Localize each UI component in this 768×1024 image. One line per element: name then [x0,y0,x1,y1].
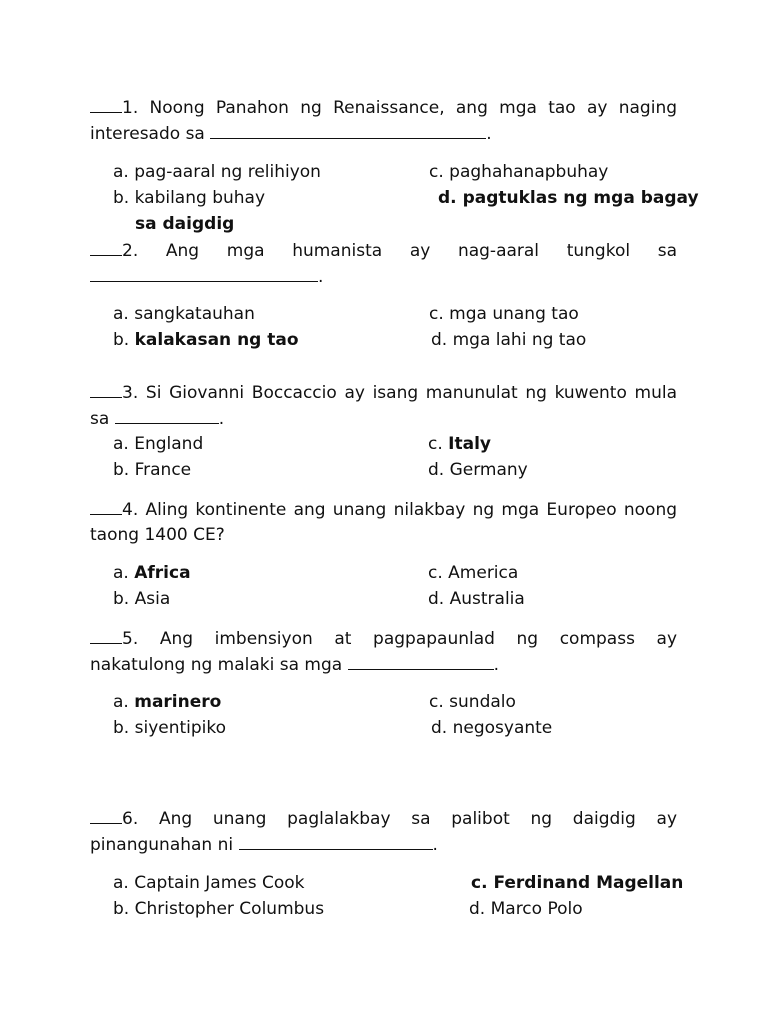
choice-letter: d. [428,589,445,609]
question-number: 5. [122,629,139,649]
choice-a [113,689,221,715]
choice-text: Christopher Columbus [134,899,325,919]
choice-letter: a. [113,692,129,712]
choice-text: mga unang tao [449,304,579,324]
question-number: 1. [122,98,139,118]
fill-blank [348,651,494,670]
choice-letter: c. [428,434,443,454]
choice-a [113,301,255,327]
choice-letter: c. [429,162,444,182]
choice-text: paghahanapbuhay [449,162,609,182]
choice-a [113,431,203,457]
question-text: Si Giovanni Boccaccio ay isang manunulat ng kuwento mula [145,383,678,403]
choice-letter: a. [113,162,129,182]
question-5-line-1 [90,625,677,652]
choice-c-correct [471,870,683,896]
choice-d [469,896,583,922]
question-1-line-1 [90,94,677,121]
choice-c [429,689,516,715]
question-1-line-2 [90,120,677,147]
question-text: Ang imbensiyon at pagpapaunlad ng compass ay [159,629,678,649]
question-number: 6. [122,809,139,829]
period: . [493,655,500,675]
choice-letter: a. [113,563,129,583]
choice-text-correct: Africa [134,563,191,583]
choice-d [428,586,525,612]
answer-blank [90,625,122,644]
choice-b [113,185,265,211]
choice-c [429,301,579,327]
question-4-line-2 [90,522,677,548]
question-text: Ang unang paglalakbay sa palibot ng daigdig ay [158,809,678,829]
choice-letter: c. [429,304,444,324]
choice-a [113,560,191,586]
choice-text: siyentipiko [134,718,227,738]
choice-letter: d. [438,188,457,208]
choice-d-continuation [135,211,234,237]
choice-letter: b. [113,460,130,480]
choice-text: mga lahi ng tao [452,330,587,350]
choice-d [431,715,552,741]
question-text: sa [90,409,110,429]
question-3-line-2 [90,405,677,432]
choice-letter: c. [471,873,488,893]
choice-text: Germany [449,460,528,480]
choice-c [428,560,518,586]
choice-text: France [134,460,192,480]
choice-c [428,431,491,457]
choice-text: Ferdinand Magellan [493,873,684,893]
choice-letter: b. [113,188,130,208]
choice-b [113,715,226,741]
period: . [218,409,225,429]
choice-text: pagtuklas ng mga bagay [462,188,699,208]
choice-letter: b. [113,899,130,919]
choice-letter: c. [429,692,444,712]
choice-text: sundalo [449,692,516,712]
question-number: 3. [122,383,139,403]
choice-b [113,586,170,612]
question-6-line-1 [90,805,677,832]
choice-a [113,159,321,185]
answer-blank [90,237,122,256]
period: . [486,124,492,144]
answer-blank [90,94,122,113]
fill-blank [90,263,318,282]
fill-blank [210,120,486,139]
choice-d [431,327,586,353]
choice-text: pag-aaral ng relihiyon [134,162,321,182]
question-text: pinangunahan ni [90,835,234,855]
choice-letter: a. [113,873,129,893]
question-3-line-1 [90,379,677,406]
answer-blank [90,496,122,515]
question-4-line-1 [90,496,677,523]
choice-b [113,896,324,922]
question-number: 2. [122,241,139,261]
period: . [432,835,438,855]
question-text: Noong Panahon ng Renaissance, ang mga tao ay naging [149,98,678,118]
answer-blank [90,379,122,398]
choice-text: Asia [134,589,171,609]
choice-letter: d. [469,899,486,919]
choice-letter: c. [428,563,443,583]
choice-c [429,159,608,185]
choice-letter: b. [113,330,130,350]
question-text: Ang mga humanista ay nag-aaral tungkol sa [165,241,677,261]
question-number: 4. [122,500,139,520]
question-text: taong 1400 CE? [90,525,225,545]
period: . [318,267,324,287]
choice-d [428,457,528,483]
answer-blank [90,805,122,824]
fill-blank [239,831,433,850]
question-6-line-2 [90,831,677,858]
choice-b [113,327,299,353]
choice-letter: d. [431,718,448,738]
choice-text: Marco Polo [490,899,583,919]
choice-text-correct: Italy [448,434,492,454]
choice-letter: d. [428,460,445,480]
choice-text-correct: marinero [134,692,222,712]
choice-text: Captain James Cook [134,873,305,893]
question-text: Aling kontinente ang unang nilakbay ng mga Europeo noong [145,500,678,520]
choice-a [113,870,305,896]
question-2-line-1 [90,237,677,264]
choice-text: negosyante [452,718,553,738]
choice-text: sangkatauhan [134,304,255,324]
choice-letter: b. [113,589,130,609]
choice-text: kabilang buhay [134,188,266,208]
question-text: nakatulong ng malaki sa mga [90,655,343,675]
choice-text: sa daigdig [135,214,235,234]
choice-text: England [134,434,204,454]
choice-b [113,457,191,483]
choice-letter: d. [431,330,448,350]
choice-text: Australia [449,589,525,609]
choice-letter: b. [113,718,130,738]
question-text: interesado sa [90,124,205,144]
question-5-line-2 [90,651,677,678]
question-2-line-2 [90,263,677,290]
choice-letter: a. [113,434,129,454]
choice-text: America [448,563,519,583]
choice-text-correct: kalakasan ng tao [134,330,299,350]
choice-d-correct [438,185,699,211]
choice-letter: a. [113,304,129,324]
fill-blank [115,405,219,424]
